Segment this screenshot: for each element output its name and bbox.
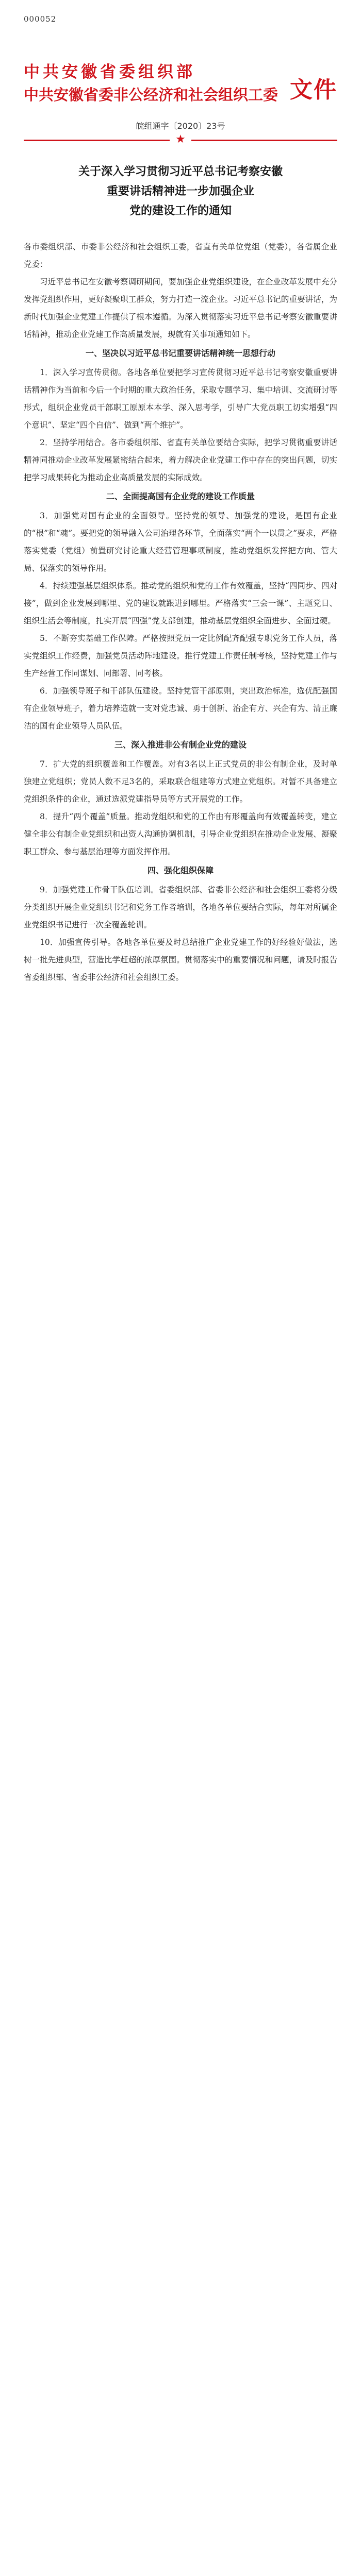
red-letterhead [24,61,337,107]
document-type-label: 文件 [290,77,337,103]
red-separator [24,135,337,145]
document-serial-number: 000052 [24,14,57,24]
document-body [24,238,337,986]
title-line: 党的建设工作的通知 [129,204,232,217]
section-paragraph: 4．持续建强基层组织体系。推动党的组织和党的工作有效覆盖，坚持“四同步、四对接”，做到企业发展到哪里、党的建设就跟进到哪里。严格落实“三会一课”、主题党日、组织生活会等制度，扎实开展“四强”党支部创建，推动基层党组织全面进步、全面过硬。 [24,581,337,625]
section-paragraph: 10．加强宣传引导。各地各单位要及时总结推广企业党建工作的好经验好做法，选树一批先进典型，营造比学赶超的浓厚氛围。贯彻落实中的重要情况和问题，请及时报告省委组织部、省委非公经济和社会组织工委。 [24,938,337,982]
issue-number: 皖组通字〔2020〕23号 [136,121,225,131]
section-heading: 三、深入推进非公有制企业党的建设 [114,740,247,750]
separator-line-left [24,140,170,141]
intro-paragraph: 习近平总书记在安徽考察调研期间，要加强企业党组织建设，在企业改革发展中充分发挥党组织作用，更好凝聚职工群众，努力打造一流企业。习近平总书记的重要讲话，为新时代加强企业党建工作提供了根本遵循。为深入贯彻落实习近平总书记考察安徽重要讲话精神，推动企业党建工作高质量发展，现就有关事项通知如下。 [24,277,337,339]
section-paragraph: 6．加强领导班子和干部队伍建设。坚持党管干部原则，突出政治标准，选优配强国有企业领导班子，着力培养造就一支对党忠诚、勇于创新、治企有方、兴企有为、清正廉洁的国有企业领导人员队伍。 [24,686,337,731]
section-paragraph: 7．扩大党的组织覆盖和工作覆盖。对有3名以上正式党员的非公有制企业，及时单独建立党组织；党员人数不足3名的，采取联合组建等方式建立党组织。对暂不具备建立党组织条件的企业，通过选派党建指导员等方式开展党的工作。 [24,759,337,804]
document-title [24,162,337,221]
section-heading: 一、坚决以习近平总书记重要讲话精神统一思想行动 [85,348,275,358]
star-icon: ★ [175,133,186,146]
separator-line-right [191,140,337,141]
section-heading: 二、全面提高国有企业党的建设工作质量 [106,492,255,501]
section-paragraph: 3．加强党对国有企业的全面领导。坚持党的领导、加强党的建设，是国有企业的“根”和“魂”。要把党的领导融入公司治理各环节，全面落实“两个一以贯之”要求，严格落实党委（党组）前置研究讨论重大经营管理事项制度，推动党组织发挥把方向、管大局、保落实的领导作用。 [24,511,337,573]
section-paragraph: 5．不断夯实基础工作保障。严格按照党员一定比例配齐配强专职党务工作人员，落实党组织工作经费，加强党员活动阵地建设。推行党建工作责任制考核，坚持党建工作与生产经营工作同谋划、同部署、同考核。 [24,634,337,678]
issuer-line-1: 中共安徽省委组织部 [24,63,195,81]
section-paragraph: 9．加强党建工作骨干队伍培训。省委组织部、省委非公经济和社会组织工委将分级分类组织开展企业党组织书记和党务工作者培训，各地各单位要结合实际，每年对所属企业党组织书记进行一次全覆盖轮训。 [24,885,337,929]
section-paragraph: 1．深入学习宣传贯彻。各地各单位要把学习宣传贯彻习近平总书记考察安徽重要讲话精神作为当前和今后一个时期的重大政治任务，采取专题学习、集中培训、交流研讨等形式，组织企业党员干部职工原原本本学、深入思考学，引导广大党员职工切实增强“四个意识”、坚定“四个自信”、做到“两个维护”。 [24,368,337,430]
section-paragraph: 2．坚持学用结合。各市委组织部、省直有关单位要结合实际，把学习贯彻重要讲话精神同推动企业改革发展紧密结合起来，着力解决企业党建工作中存在的突出问题，切实把学习成果转化为推动企业高质量发展的实际成效。 [24,438,337,482]
section-paragraph: 8．提升“两个覆盖”质量。推动党组织和党的工作由有形覆盖向有效覆盖转变，建立健全非公有制企业党组织和出资人沟通协调机制，引导企业党组织在推动企业发展、凝聚职工群众、参与基层治理等方面发挥作用。 [24,812,337,856]
issuing-organizations [24,61,292,106]
issuer-line-2: 中共安徽省委非公经济和社会组织工委 [24,86,278,104]
title-line: 重要讲话精神进一步加强企业 [106,184,254,198]
addressee: 各市委组织部、市委非公经济和社会组织工委，省直有关单位党组（党委），各省属企业党委： [24,242,337,269]
title-line: 关于深入学习贯彻习近平总书记考察安徽 [78,165,283,178]
section-heading: 四、强化组织保障 [147,866,214,875]
